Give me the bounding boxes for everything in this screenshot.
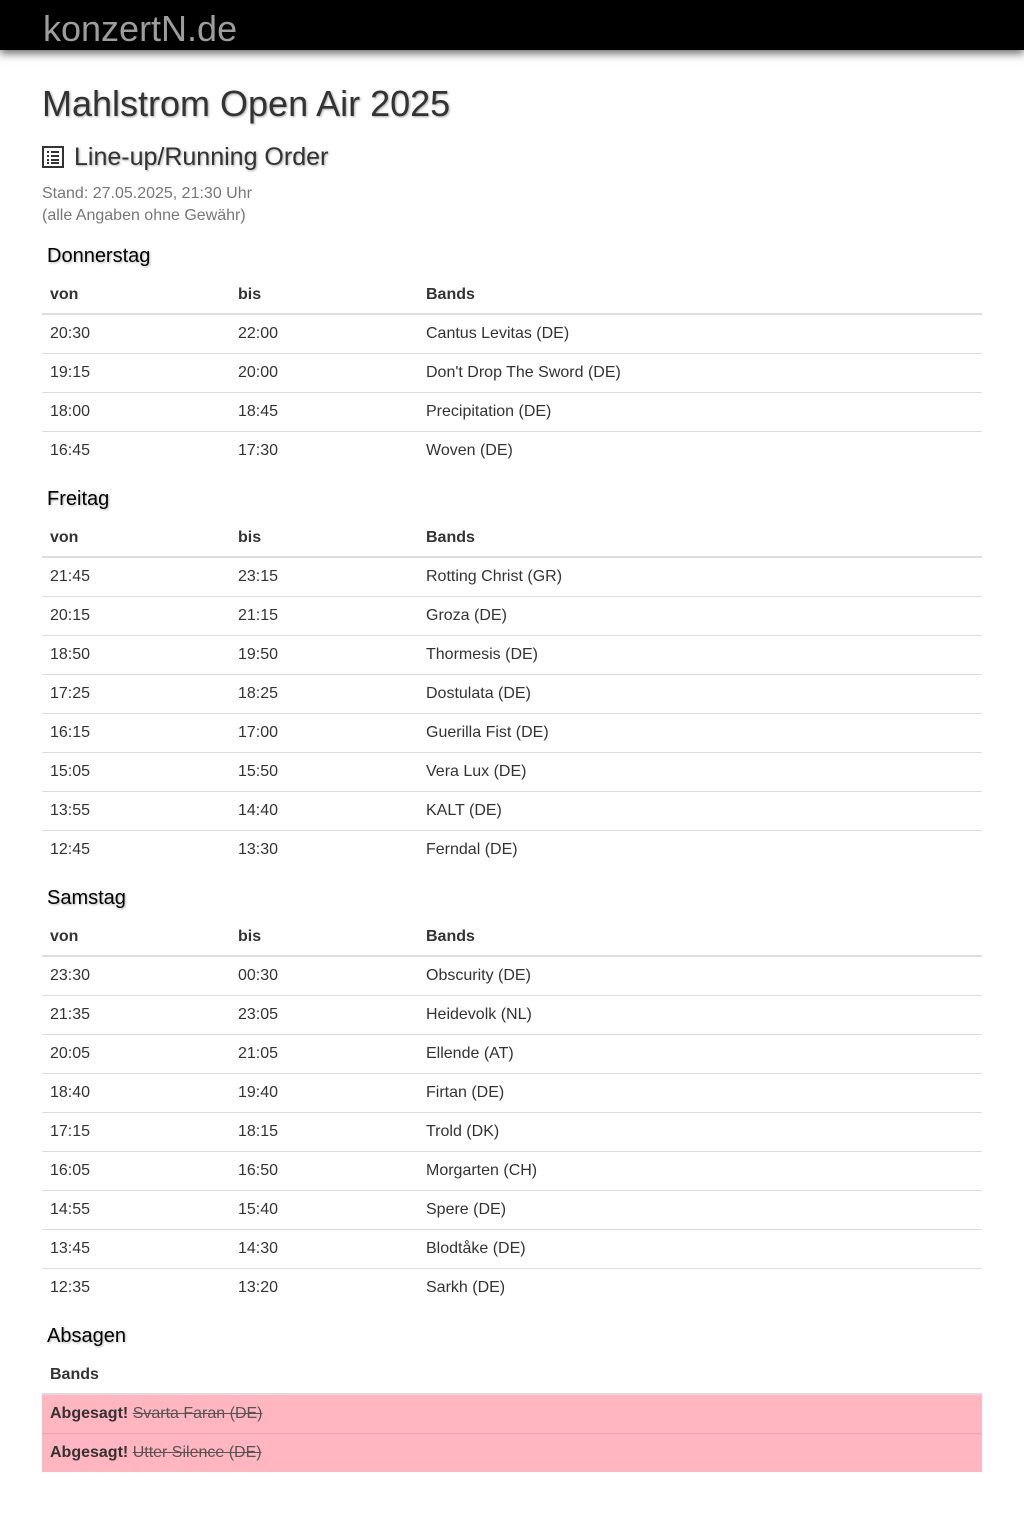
table-header-row: [42, 277, 982, 314]
table-row: [42, 831, 982, 870]
day-title: Samstag: [47, 887, 126, 909]
list-icon: [42, 146, 64, 168]
start-time: 16:05: [42, 1152, 230, 1191]
table-row: [42, 432, 982, 471]
column-header-von: von: [42, 520, 230, 557]
table-row: [42, 393, 982, 432]
band-name: Vera Lux (DE): [418, 753, 982, 792]
band-name: Ferndal (DE): [418, 831, 982, 870]
start-time: 20:30: [50, 325, 91, 342]
band-name: Woven (DE): [418, 432, 982, 471]
column-header-von: von: [42, 277, 230, 314]
cancellations-section: [42, 1323, 982, 1472]
column-header-von: von: [42, 919, 230, 956]
end-time: 14:30: [230, 1230, 418, 1269]
column-header-bands: Bands: [42, 1357, 982, 1394]
day-section: [42, 486, 982, 869]
running-order-table: [42, 520, 982, 869]
section-title-text: Line-up/Running Order: [74, 143, 329, 171]
table-row: [42, 1269, 982, 1308]
table-header-row: [42, 520, 982, 557]
start-time: 17:15: [42, 1113, 230, 1152]
start-time: 20:05: [42, 1035, 230, 1074]
table-row: [42, 956, 982, 996]
start-time: 12:35: [42, 1269, 230, 1308]
end-time: 17:00: [230, 714, 418, 753]
cancellations-title: Absagen: [47, 1325, 126, 1347]
column-header-bands: Bands: [418, 520, 982, 557]
table-row: [42, 714, 982, 753]
start-time: 12:45: [42, 831, 230, 870]
end-time: 00:30: [238, 967, 279, 984]
table-row: [42, 996, 982, 1035]
end-time: 15:40: [230, 1191, 418, 1230]
table-row: [42, 597, 982, 636]
end-time: 18:15: [230, 1113, 418, 1152]
table-row: [42, 1152, 982, 1191]
cancelled-label: Abgesagt!: [50, 1405, 129, 1422]
day-title: Freitag: [47, 488, 110, 510]
band-name: KALT (DE): [418, 792, 982, 831]
stand-timestamp: Stand: 27.05.2025, 21:30 Uhr: [42, 185, 252, 202]
end-time: 23:15: [238, 568, 279, 585]
band-name: Groza (DE): [418, 597, 982, 636]
end-time: 15:50: [230, 753, 418, 792]
column-header-bis: bis: [230, 277, 418, 314]
end-time: 21:05: [230, 1035, 418, 1074]
table-row: [42, 792, 982, 831]
days-container: [42, 243, 982, 1307]
running-order-table: [42, 919, 982, 1307]
start-time: 13:55: [42, 792, 230, 831]
top-navbar: [0, 0, 1024, 50]
band-name: Rotting Christ (GR): [426, 568, 563, 585]
start-time: 21:45: [50, 568, 91, 585]
cancellations-header-row: [42, 1357, 982, 1394]
end-time: 21:15: [230, 597, 418, 636]
column-header-bis: bis: [230, 919, 418, 956]
end-time: 16:50: [230, 1152, 418, 1191]
band-name: Morgarten (CH): [418, 1152, 982, 1191]
start-time: 18:40: [42, 1074, 230, 1113]
disclaimer: (alle Angaben ohne Gewähr): [42, 207, 246, 224]
table-row: [42, 1230, 982, 1269]
end-time: 18:45: [230, 393, 418, 432]
day-section: [42, 885, 982, 1307]
table-row: [42, 1035, 982, 1074]
end-time: 13:20: [230, 1269, 418, 1308]
start-time: 18:50: [42, 636, 230, 675]
table-row: [42, 1113, 982, 1152]
start-time: 16:15: [42, 714, 230, 753]
main-content: [42, 80, 982, 1472]
cancelled-label: Abgesagt!: [50, 1444, 129, 1461]
start-time: 15:05: [42, 753, 230, 792]
site-brand-link[interactable]: konzertN.de: [43, 8, 238, 49]
end-time: 17:30: [230, 432, 418, 471]
cancelled-row: [42, 1434, 982, 1473]
band-name: Ellende (AT): [418, 1035, 982, 1074]
end-time: 19:40: [230, 1074, 418, 1113]
table-row: [42, 636, 982, 675]
start-time: 23:30: [50, 967, 91, 984]
column-header-bands: Bands: [418, 919, 982, 956]
column-header-bis: bis: [230, 520, 418, 557]
start-time: 17:25: [42, 675, 230, 714]
band-name: Cantus Levitas (DE): [426, 325, 570, 342]
band-name: Blodtåke (DE): [418, 1230, 982, 1269]
cancelled-cell: [42, 1394, 982, 1434]
band-name: Sarkh (DE): [418, 1269, 982, 1308]
start-time: 14:55: [42, 1191, 230, 1230]
day-title: Donnerstag: [47, 245, 151, 267]
band-name: Guerilla Fist (DE): [418, 714, 982, 753]
band-name: Dostulata (DE): [418, 675, 982, 714]
table-row: [42, 557, 982, 597]
start-time: 20:15: [42, 597, 230, 636]
start-time: 18:00: [42, 393, 230, 432]
end-time: 20:00: [230, 354, 418, 393]
table-row: [42, 1191, 982, 1230]
band-name: Thormesis (DE): [418, 636, 982, 675]
end-time: 18:25: [230, 675, 418, 714]
cancelled-band-name: Utter Silence (DE): [132, 1444, 262, 1461]
band-name: Don't Drop The Sword (DE): [418, 354, 982, 393]
table-row: [42, 314, 982, 354]
band-name: Spere (DE): [418, 1191, 982, 1230]
cancellations-table: [42, 1357, 982, 1472]
end-time: 19:50: [230, 636, 418, 675]
column-header-bands: Bands: [418, 277, 982, 314]
table-row: [42, 675, 982, 714]
day-section: [42, 243, 982, 470]
stand-info: [42, 183, 982, 227]
table-row: [42, 1074, 982, 1113]
band-name: Trold (DK): [418, 1113, 982, 1152]
start-time: 21:35: [42, 996, 230, 1035]
band-name: Firtan (DE): [418, 1074, 982, 1113]
end-time: 23:05: [230, 996, 418, 1035]
band-name: Obscurity (DE): [426, 967, 531, 984]
start-time: 13:45: [42, 1230, 230, 1269]
running-order-table: [42, 277, 982, 470]
band-name: Precipitation (DE): [418, 393, 982, 432]
page-title: Mahlstrom Open Air 2025: [42, 83, 451, 124]
section-title: [42, 141, 982, 173]
start-time: 16:45: [42, 432, 230, 471]
cancelled-band-name: Svarta Faran (DE): [132, 1405, 263, 1422]
cancelled-row: [42, 1394, 982, 1434]
table-row: [42, 753, 982, 792]
start-time: 19:15: [42, 354, 230, 393]
cancelled-cell: [42, 1434, 982, 1473]
band-name: Heidevolk (NL): [418, 996, 982, 1035]
end-time: 13:30: [230, 831, 418, 870]
cancellations-body: [42, 1394, 982, 1472]
end-time: 14:40: [230, 792, 418, 831]
table-header-row: [42, 919, 982, 956]
end-time: 22:00: [238, 325, 279, 342]
table-row: [42, 354, 982, 393]
